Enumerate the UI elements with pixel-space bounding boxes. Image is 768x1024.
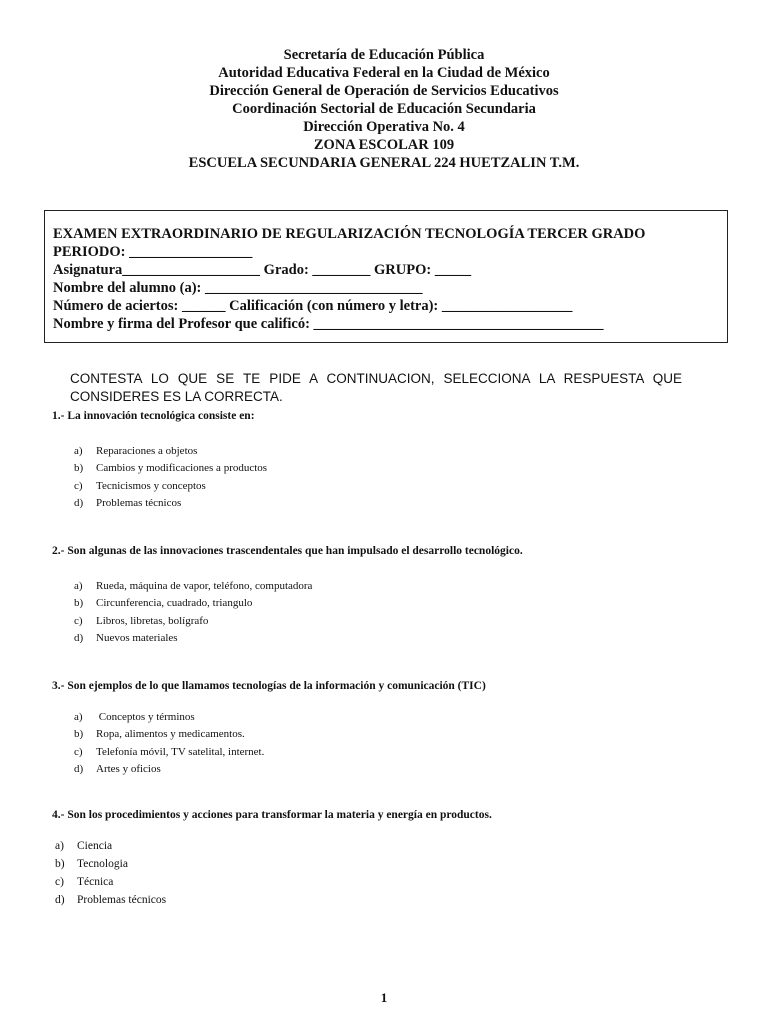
- option-item: d) Artes y oficios: [74, 762, 161, 775]
- header-line-coordinacion: Coordinación Sectorial de Educación Secundaria: [232, 101, 536, 117]
- option-item: d) Nuevos materiales: [74, 631, 178, 644]
- option-item: c) Libros, libretas, bolígrafo: [74, 614, 209, 627]
- question-1: 1.- La innovación tecnológica consiste en:: [52, 410, 255, 422]
- option-item: b) Tecnologia: [55, 858, 128, 870]
- option-item: c) Tecnicismos y conceptos: [74, 479, 206, 492]
- question-4: 4.- Son los procedimientos y acciones para transformar la materia y energía en productos.: [52, 809, 492, 821]
- question-1-options: [74, 445, 267, 514]
- score-field: Número de aciertos: ______ Calificación (con número y letra): __________________: [53, 298, 573, 314]
- exam-title: EXAMEN EXTRAORDINARIO DE REGULARIZACIÓN TECNOLOGÍA TERCER GRADO: [53, 226, 646, 242]
- page-number: 1: [380, 990, 388, 1005]
- header-line-direccion-operativa: Dirección Operativa No. 4: [303, 119, 465, 135]
- option-item: d) Problemas técnicos: [55, 894, 167, 906]
- option-item: b) Circunferencia, cuadrado, triangulo: [74, 597, 253, 610]
- header-line-secretaria: Secretaría de Educación Pública: [283, 47, 485, 63]
- option-item: a) Conceptos y términos: [74, 711, 195, 723]
- option-item: a) Reparaciones a objetos: [74, 445, 198, 457]
- option-item: b) Cambios y modificaciones a productos: [74, 462, 268, 475]
- question-2: 2.- Son algunas de las innovaciones trascendentales que han impulsado el desarrollo tecnológico.: [52, 545, 523, 557]
- asignatura-grado-grupo-field: Asignatura___________________ Grado: ________ GRUPO: _____: [53, 262, 472, 278]
- option-item: a) Rueda, máquina de vapor, teléfono, computadora: [74, 580, 313, 592]
- option-item: d) Problemas técnicos: [74, 496, 182, 509]
- exam-info-box: [44, 210, 728, 343]
- teacher-signature-field: Nombre y firma del Profesor que calificó: ________________________________________: [53, 316, 604, 332]
- header-line-escuela: ESCUELA SECUNDARIA GENERAL 224 HUETZALIN T.M.: [188, 155, 580, 171]
- instructions-text: CONTESTA LO QUE SE TE PIDE A CONTINUACION, SELECCIONA LA RESPUESTA QUE CONSIDERES ES LA CORRECTA.: [70, 371, 682, 404]
- question-4-options: [55, 840, 166, 912]
- question-2-options: [74, 580, 312, 649]
- header-line-direccion-general: Dirección General de Operación de Servicios Educativos: [209, 83, 559, 99]
- option-item: a) Ciencia: [55, 840, 113, 852]
- header-line-autoridad: Autoridad Educativa Federal en la Ciudad de México: [218, 65, 550, 81]
- question-3-options: [74, 711, 264, 780]
- document-header: [0, 46, 768, 172]
- header-line-zona-escolar: ZONA ESCOLAR 109: [313, 137, 455, 153]
- question-3: 3.- Son ejemplos de lo que llamamos tecnologías de la información y comunicación (TIC): [52, 680, 486, 692]
- student-name-field: Nombre del alumno (a): ______________________________: [53, 280, 423, 296]
- periodo-field: PERIODO: _________________: [53, 244, 253, 260]
- option-item: c) Técnica: [55, 876, 114, 888]
- option-item: b) Ropa, alimentos y medicamentos.: [74, 728, 245, 741]
- option-item: c) Telefonía móvil, TV satelital, internet.: [74, 745, 265, 758]
